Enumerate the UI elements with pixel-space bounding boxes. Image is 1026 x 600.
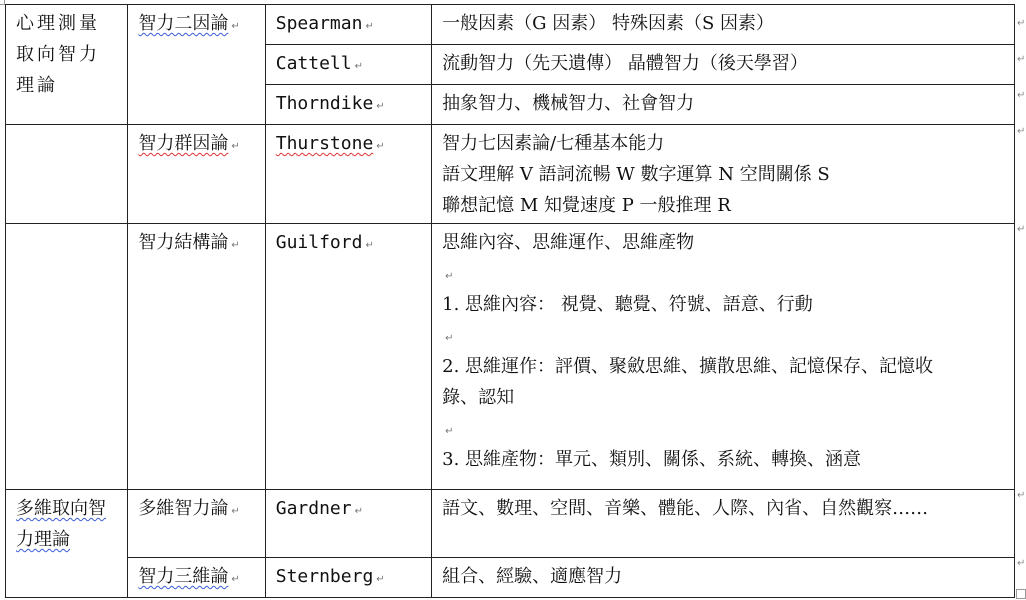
content-cell-gardner[interactable] (432, 490, 1015, 558)
paragraph-mark: ↵ (231, 21, 240, 32)
scholar-label: Sternberg (275, 566, 374, 587)
content-line: 一般因素（G 因素） 特殊因素（S 因素） (442, 13, 774, 34)
content-line: 3. 思維產物：單元、類別、關係、系統、轉換、涵意 (442, 449, 862, 470)
scholar-cell-spearman[interactable] (265, 5, 431, 45)
row-end-mark: ↵ (1017, 490, 1026, 501)
scholar-label: Cattell (275, 53, 352, 74)
empty-paragraph (442, 320, 1006, 351)
table-row (6, 5, 1015, 45)
content-line: 1. 思維內容： 視覺、聽覺、符號、語意、行動 (442, 294, 813, 315)
table-row (6, 558, 1015, 598)
paragraph-mark: ↵ (445, 271, 454, 282)
content-cell-spearman[interactable] (432, 5, 1015, 45)
theory-label: 智力三維論 (138, 566, 229, 587)
content-line: 語文、數理、空間、音樂、體能、人際、內省、自然觀察…… (442, 498, 929, 519)
theory-label: 多維智力論 (138, 498, 229, 519)
row-end-mark: ↵ (1017, 224, 1026, 235)
empty-paragraph (442, 258, 1006, 289)
table-row (6, 125, 1015, 224)
paragraph-mark: ↵ (365, 240, 374, 251)
content-line: 聯想記憶 M 知覺速度 P 一般推理 R (442, 195, 731, 216)
category-cell-empty[interactable] (6, 125, 128, 224)
paragraph-mark: ↵ (231, 240, 240, 251)
paragraph-mark: ↵ (354, 506, 363, 517)
row-end-mark: ↵ (1017, 54, 1026, 65)
paragraph-mark: ↵ (376, 141, 385, 152)
paragraph-mark: ↵ (231, 506, 240, 517)
scholar-label: Guilford (275, 232, 363, 253)
theory-label: 智力群因論 (138, 133, 229, 154)
scholar-label: Thorndike (275, 93, 374, 114)
scholar-cell-gardner[interactable] (265, 490, 431, 558)
row-end-mark: ↵ (1017, 126, 1026, 137)
content-line: 流動智力（先天遺傳） 晶體智力（後天學習） (442, 53, 808, 74)
theory-label: 智力二因論 (138, 13, 229, 34)
paragraph-mark: ↵ (365, 21, 374, 32)
row-end-mark: ↵ (1017, 90, 1026, 101)
table-row (6, 224, 1015, 490)
scholar-cell-thorndike[interactable] (265, 85, 431, 125)
paragraph-mark: ↵ (231, 141, 240, 152)
content-cell-thurstone[interactable] (432, 125, 1015, 224)
content-line: 智力七因素論/七種基本能力 (442, 133, 665, 154)
paragraph-mark: ↵ (376, 101, 385, 112)
paragraph-mark: ↵ (445, 426, 454, 437)
scholar-cell-guilford[interactable] (265, 224, 431, 490)
category-cell-empty[interactable] (6, 224, 128, 490)
paragraph-mark: ↵ (376, 574, 385, 585)
paragraph-mark: ↵ (445, 333, 454, 344)
content-cell-thorndike[interactable] (432, 85, 1015, 125)
scholar-cell-sternberg[interactable] (265, 558, 431, 598)
theory-cell-group-factor[interactable] (128, 125, 265, 224)
theory-cell-two-factor[interactable] (128, 5, 265, 125)
theory-cell-structure[interactable] (128, 224, 265, 490)
category-cell-psychometric[interactable] (6, 5, 128, 125)
theory-cell-triarchic[interactable] (128, 558, 265, 598)
content-line: 抽象智力、機械智力、社會智力 (442, 93, 695, 114)
content-line: 語文理解 V 語詞流暢 W 數字運算 N 空間關係 S (442, 164, 830, 185)
scholar-cell-thurstone[interactable] (265, 125, 431, 224)
category-label: 多維取向智力理論 (16, 498, 106, 550)
table-resize-handle[interactable] (1016, 589, 1026, 599)
empty-paragraph (442, 413, 1006, 444)
content-line: 思維內容、思維運作、思維產物 (442, 232, 695, 253)
row-end-mark: ↵ (1017, 18, 1026, 29)
intelligence-theory-table (5, 4, 1015, 598)
paragraph-mark: ↵ (231, 574, 240, 585)
content-line: 2. 思維運作：評價、聚斂思維、擴散思維、記憶保存、記憶收錄、認知 (442, 356, 934, 408)
scholar-label: Spearman (275, 13, 363, 34)
scholar-cell-cattell[interactable] (265, 45, 431, 85)
theory-label: 智力結構論 (138, 232, 229, 253)
category-cell-multidimensional[interactable] (6, 490, 128, 598)
scholar-label: Gardner (275, 498, 352, 519)
paragraph-mark: ↵ (354, 61, 363, 72)
content-line: 組合、經驗、適應智力 (442, 566, 623, 587)
content-cell-guilford[interactable] (432, 224, 1015, 490)
content-cell-sternberg[interactable] (432, 558, 1015, 598)
scholar-label: Thurstone (275, 133, 374, 154)
row-end-mark: ↵ (1017, 558, 1026, 569)
category-label: 心理測量取向智力理論 (16, 13, 100, 96)
table-row (6, 490, 1015, 558)
theory-cell-multiple[interactable] (128, 490, 265, 558)
content-cell-cattell[interactable] (432, 45, 1015, 85)
